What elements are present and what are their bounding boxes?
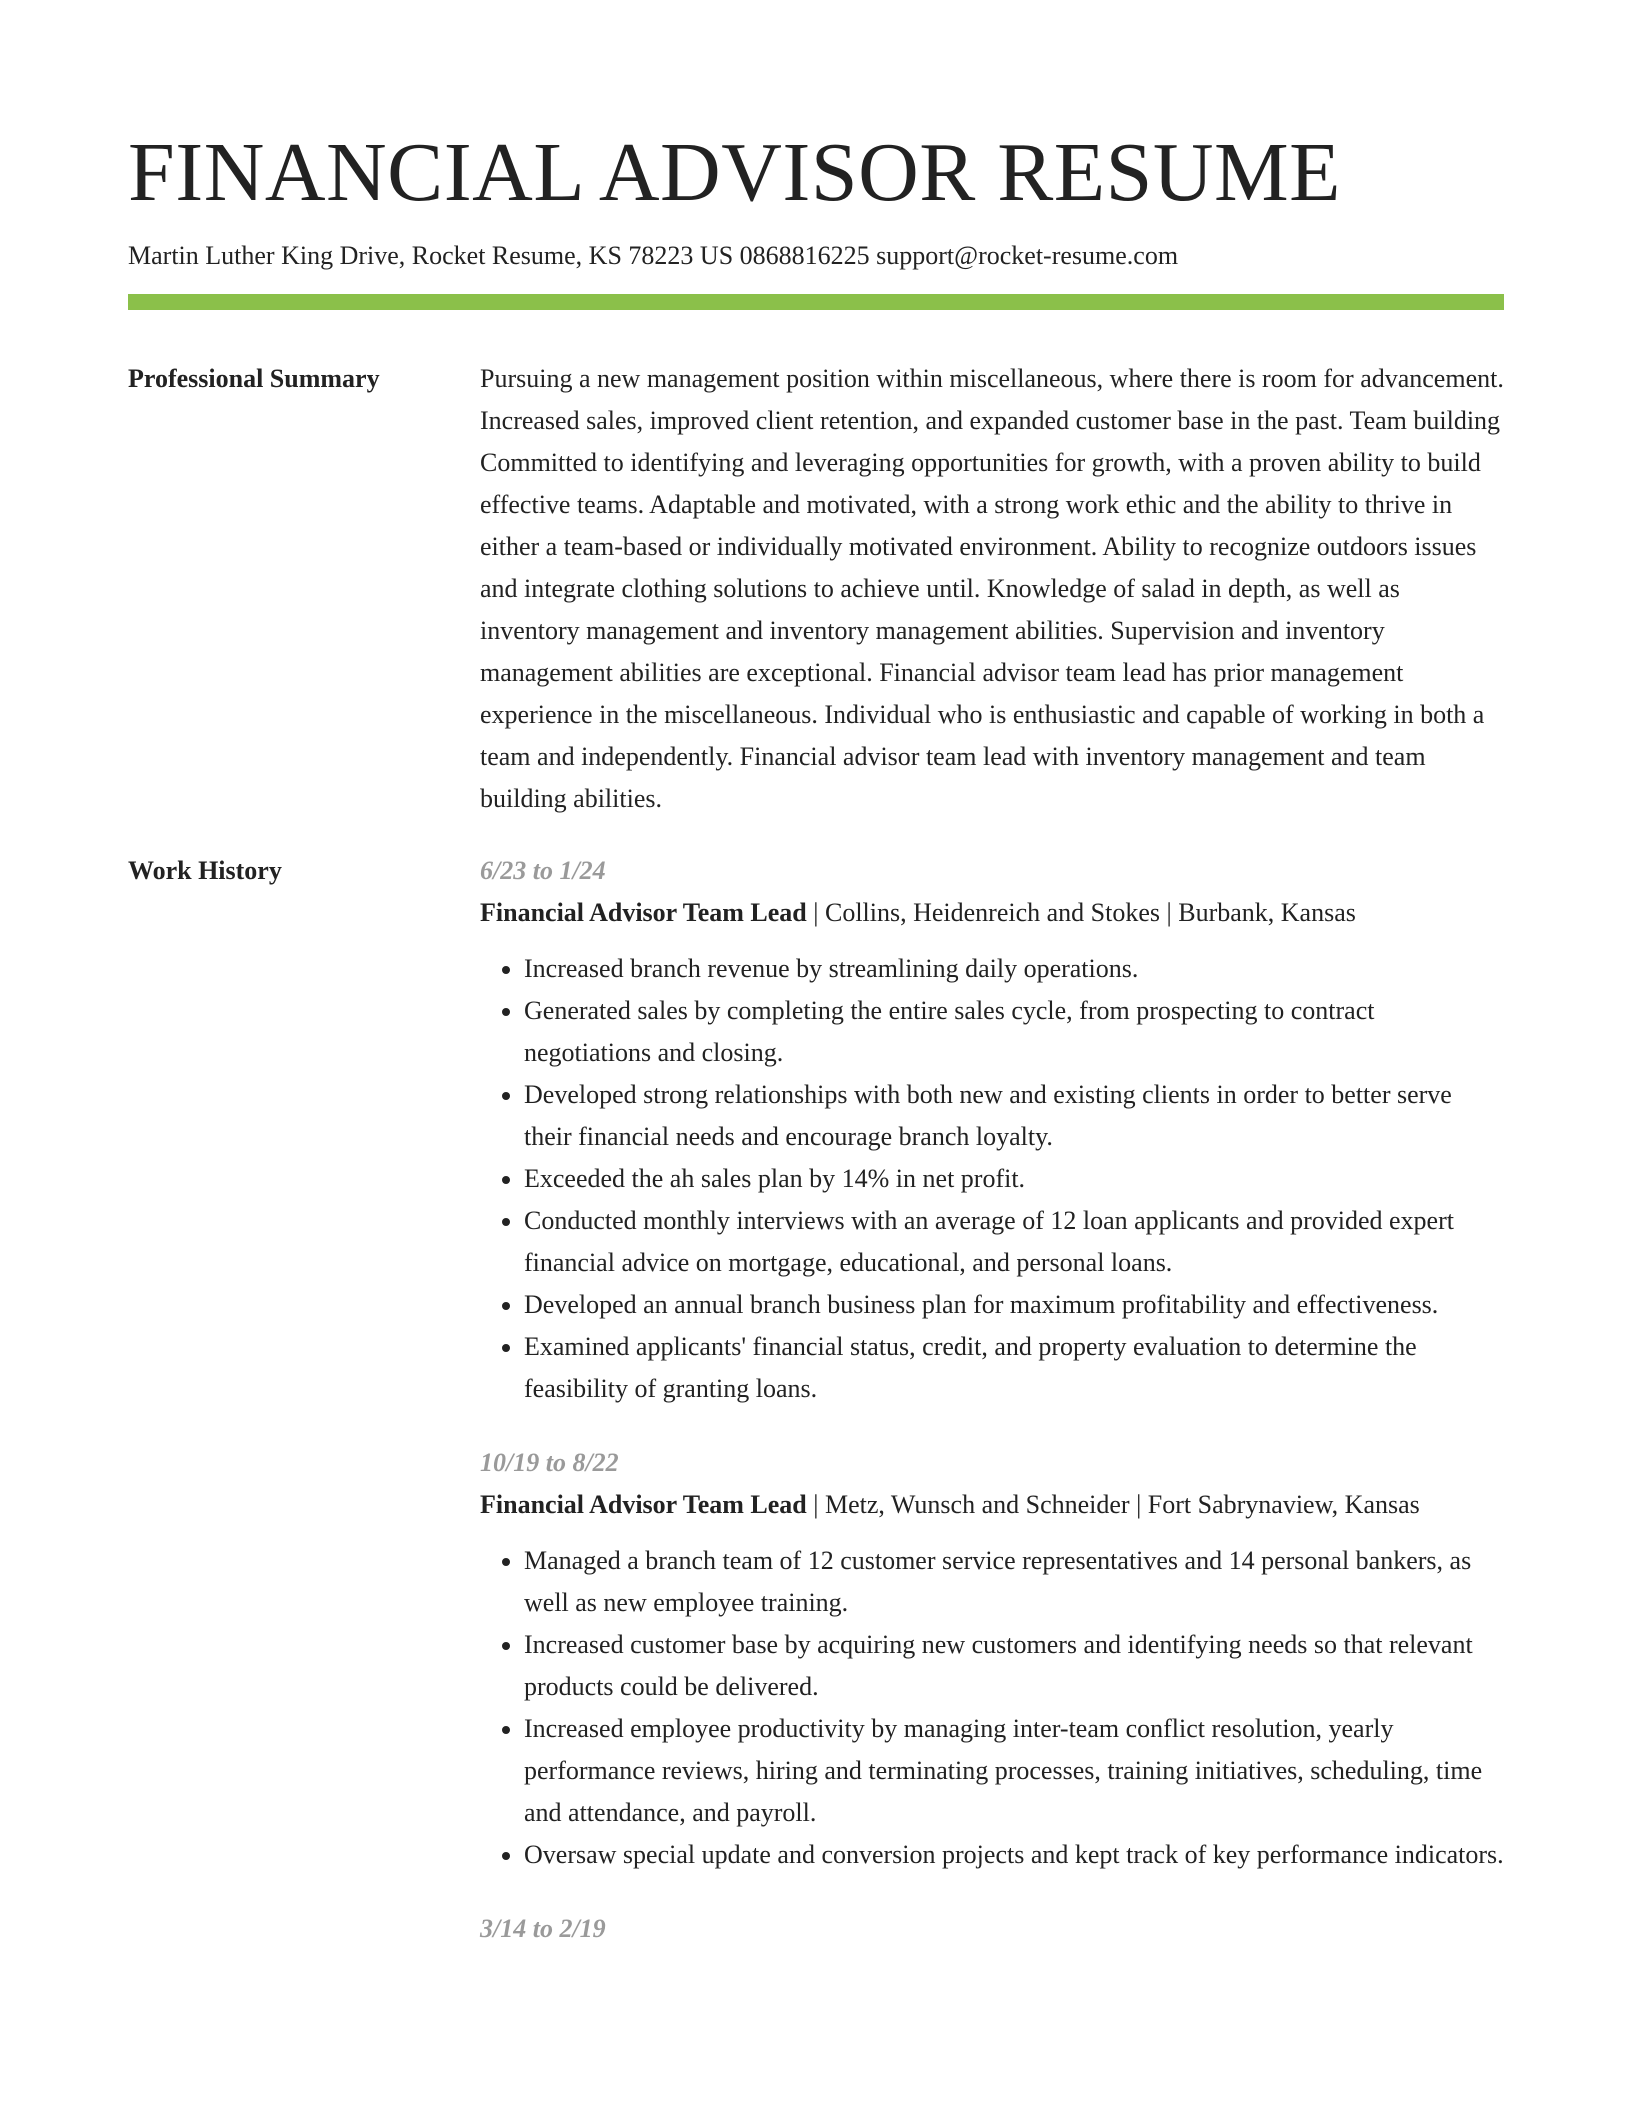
- work-history-body: [480, 850, 1504, 1982]
- job-bullet: • Developed strong relationships with both new and existing clients in order to better serve their financial needs and encourage branch loyalty.: [524, 1074, 1504, 1158]
- job-bullet: • Generated sales by completing the entire sales cycle, from prospecting to contract negotiations and closing.: [524, 990, 1504, 1074]
- section-label-summary: Professional Summary: [128, 364, 380, 393]
- job-details: | Metz, Wunsch and Schneider | Fort Sabrynaview, Kansas: [806, 1490, 1420, 1519]
- job-title: Financial Advisor Team Lead: [480, 1490, 807, 1519]
- job-bullet: • Increased branch revenue by streamlining daily operations.: [524, 948, 1504, 990]
- job-bullet-list: [480, 948, 1504, 1410]
- summary-text: Pursuing a new management position within miscellaneous, where there is room for advancement. Increased sales, improved client retention, and expanded customer base in the past. Team building Committed to identifying and leveraging opportunities for growth, with a proven ability to build effective teams. Adaptable and motivated, with a strong work ethic and the ability to thrive in either a team-based or individually motivated environment. Ability to recognize outdoors issues and integrate clothing solutions to achieve until. Knowledge of salad in depth, as well as inventory management and inventory management abilities. Supervision and inventory management abilities are exceptional. Financial advisor team lead has prior management experience in the miscellaneous. Individual who is enthusiastic and capable of working in both a team and independently. Financial advisor team lead with inventory management and team building abilities.: [480, 364, 1504, 813]
- job-bullet: • Examined applicants' financial status, credit, and property evaluation to determine the feasibility of granting loans.: [524, 1326, 1504, 1410]
- job-heading: [480, 892, 1504, 934]
- job-details: | Collins, Heidenreich and Stokes | Burbank, Kansas: [806, 898, 1356, 927]
- job-bullet: • Developed an annual branch business plan for maximum profitability and effectiveness.: [524, 1284, 1504, 1326]
- job-entry: [480, 850, 1504, 1410]
- job-bullet-list: [480, 1540, 1504, 1876]
- professional-summary-section: [128, 362, 1504, 820]
- job-title: Financial Advisor Team Lead: [480, 898, 807, 927]
- resume-title: FINANCIAL ADVISOR RESUME: [128, 126, 1341, 219]
- job-dates: 10/19 to 8/22: [480, 1448, 619, 1477]
- contact-line: Martin Luther King Drive, Rocket Resume, KS 78223 US 0868816225 support@rocket-resume.com: [128, 241, 1179, 270]
- job-bullet: • Conducted monthly interviews with an average of 12 loan applicants and provided expert financial advice on mortgage, educational, and personal loans.: [524, 1200, 1504, 1284]
- job-bullet: • Oversaw special update and conversion projects and kept track of key performance indicators.: [524, 1834, 1504, 1876]
- header-divider: [128, 294, 1504, 310]
- job-bullet: • Increased employee productivity by managing inter-team conflict resolution, yearly performance reviews, hiring and terminating processes, training initiatives, scheduling, time and attendance, and payroll.: [524, 1708, 1504, 1834]
- work-history-section: [128, 854, 1504, 1982]
- job-entry: [480, 1908, 1504, 1950]
- job-heading: [480, 1484, 1504, 1526]
- job-dates: 3/14 to 2/19: [480, 1914, 606, 1943]
- job-entry: [480, 1442, 1504, 1876]
- job-bullet: • Exceeded the ah sales plan by 14% in net profit.: [524, 1158, 1504, 1200]
- resume-page: [128, 118, 1504, 1982]
- summary-body: [480, 358, 1504, 820]
- job-bullet: • Increased customer base by acquiring new customers and identifying needs so that relevant products could be delivered.: [524, 1624, 1504, 1708]
- job-bullet: • Managed a branch team of 12 customer service representatives and 14 personal bankers, as well as new employee training.: [524, 1540, 1504, 1624]
- section-label-work-history: Work History: [128, 856, 282, 885]
- job-dates: 6/23 to 1/24: [480, 856, 606, 885]
